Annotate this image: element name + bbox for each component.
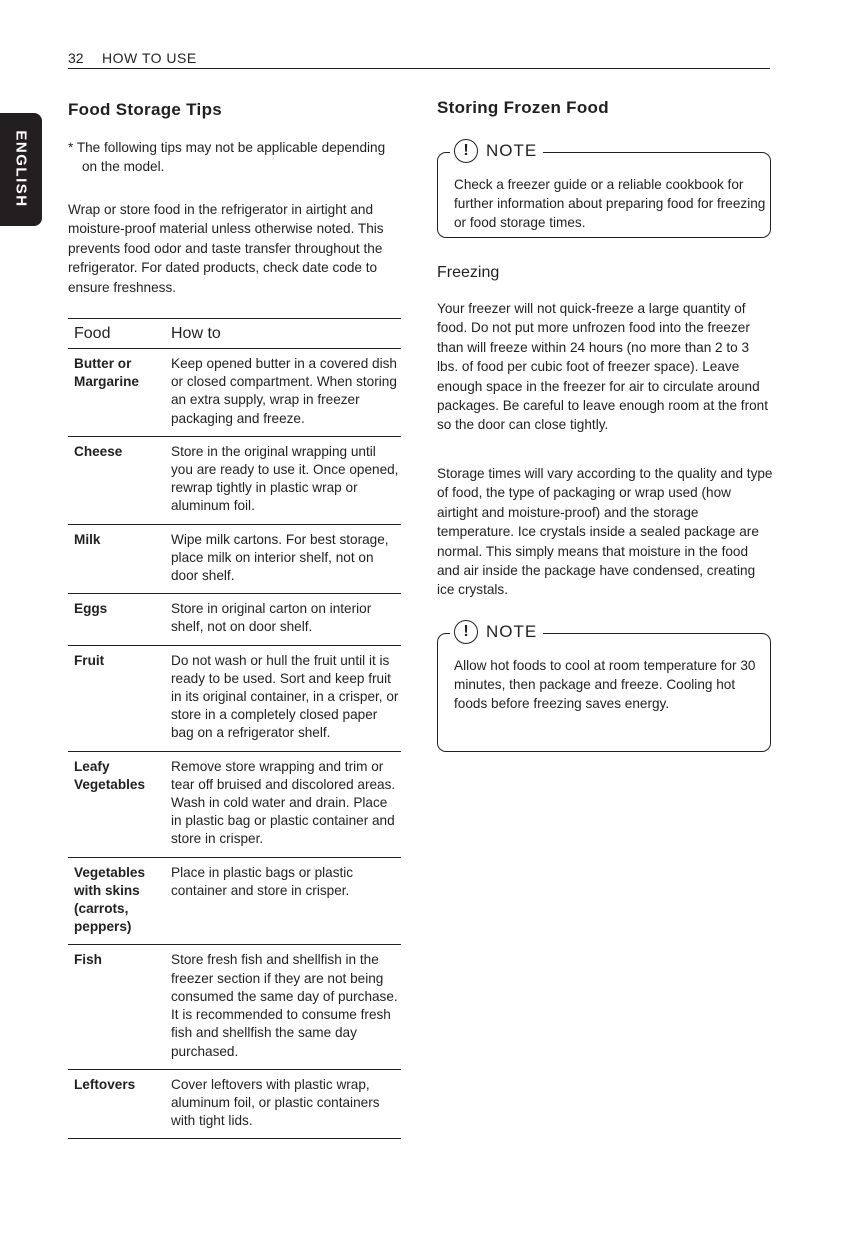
food-name: Milk (68, 524, 165, 594)
model-disclaimer: * The following tips may not be applicable depending on the model. (68, 140, 386, 175)
food-how-to: Store fresh fish and shellfish in the freezer section if they are not being consumed the same day of purchase. It is recommended to consume fresh fish and shellfish the same day purchased. (165, 945, 401, 1069)
note-text: Check a freezer guide or a reliable cookbook for further information about preparing food for freezing or food storage times. (454, 177, 766, 231)
page-number: 32 (68, 50, 84, 66)
table-row (68, 524, 401, 594)
table-header-row (68, 319, 401, 349)
column-header-food: Food (68, 319, 165, 349)
food-how-to: Cover leftovers with plastic wrap, aluminum foil, or plastic containers with tight lids. (165, 1069, 401, 1139)
table-row (68, 594, 401, 645)
table-row (68, 1069, 401, 1139)
frozen-food-title: Storing Frozen Food (437, 98, 609, 117)
food-name: Butter or Margarine (68, 349, 165, 437)
food-name: Cheese (68, 436, 165, 524)
page-header (68, 48, 770, 69)
column-header-how-to: How to (165, 319, 401, 349)
table-row (68, 751, 401, 857)
food-how-to: Do not wash or hull the fruit until it is ready to be used. Sort and keep fruit in its original container, in a crisper, or store in a completely closed paper bag on a refrigerator shelf. (165, 645, 401, 751)
table-row (68, 945, 401, 1069)
food-storage-table (68, 318, 401, 1139)
food-how-to: Store in the original wrapping until you are ready to use it. Once opened, rewrap tightly in plastic wrap or aluminum foil. (165, 436, 401, 524)
table-row (68, 857, 401, 945)
table-row (68, 349, 401, 437)
food-how-to: Remove store wrapping and trim or tear off bruised and discolored areas. Wash in cold water and drain. Place in plastic bag or plastic container and store in crisper. (165, 751, 401, 857)
food-name: Vegetables with skins (carrots, peppers) (68, 857, 165, 945)
note-text: Allow hot foods to cool at room temperature for 30 minutes, then package and freeze. Cooling hot foods before freezing saves energy. (454, 658, 756, 712)
freezing-paragraph-1: Your freezer will not quick-freeze a large quantity of food. Do not put more unfrozen food into the freezer than will freeze within 24 hours (no more than 2 to 3 lbs. of food per cubic foot of freezer space). Leave enough space in the freezer for air to circulate around packages. Be careful to leave enough room at the front so the door can close tightly. (437, 301, 768, 433)
language-tab (0, 113, 42, 226)
freezing-paragraph-2: Storage times will vary according to the quality and type of food, the type of packaging or wrap used (how airtight and moisture-proof) and the storage temperature. Ice crystals inside a sealed package are normal. This simply means that moisture in the food and air inside the package have condensed, creating ice crystals. (437, 466, 773, 598)
language-label: ENGLISH (12, 130, 30, 208)
section-title: HOW TO USE (102, 50, 197, 66)
note-box-hot-foods (437, 622, 771, 752)
food-name: Fruit (68, 645, 165, 751)
freezing-heading: Freezing (437, 264, 500, 281)
food-name: Fish (68, 945, 165, 1069)
table-row (68, 436, 401, 524)
food-storage-title: Food Storage Tips (68, 100, 223, 119)
note-header (450, 139, 543, 163)
food-how-to: Store in original carton on interior shelf, not on door shelf. (165, 594, 401, 645)
food-name: Leftovers (68, 1069, 165, 1139)
note-label: NOTE (486, 622, 538, 641)
note-label: NOTE (486, 141, 538, 160)
food-name: Leafy Vegetables (68, 751, 165, 857)
food-name: Eggs (68, 594, 165, 645)
exclamation-icon: ! (454, 139, 478, 163)
food-how-to: Wipe milk cartons. For best storage, place milk on interior shelf, not on door shelf. (165, 524, 401, 594)
exclamation-icon: ! (454, 620, 478, 644)
food-how-to: Keep opened butter in a covered dish or closed compartment. When storing an extra supply, wrap in freezer packaging and freeze. (165, 349, 401, 437)
note-box-freezer-guide (437, 141, 771, 238)
note-header (450, 620, 543, 644)
table-row (68, 645, 401, 751)
food-how-to: Place in plastic bags or plastic container and store in crisper. (165, 857, 401, 945)
intro-paragraph: Wrap or store food in the refrigerator in airtight and moisture-proof material unless otherwise noted. This prevents food odor and taste transfer throughout the refrigerator. For dated products, check date code to ensure freshness. (68, 202, 384, 295)
